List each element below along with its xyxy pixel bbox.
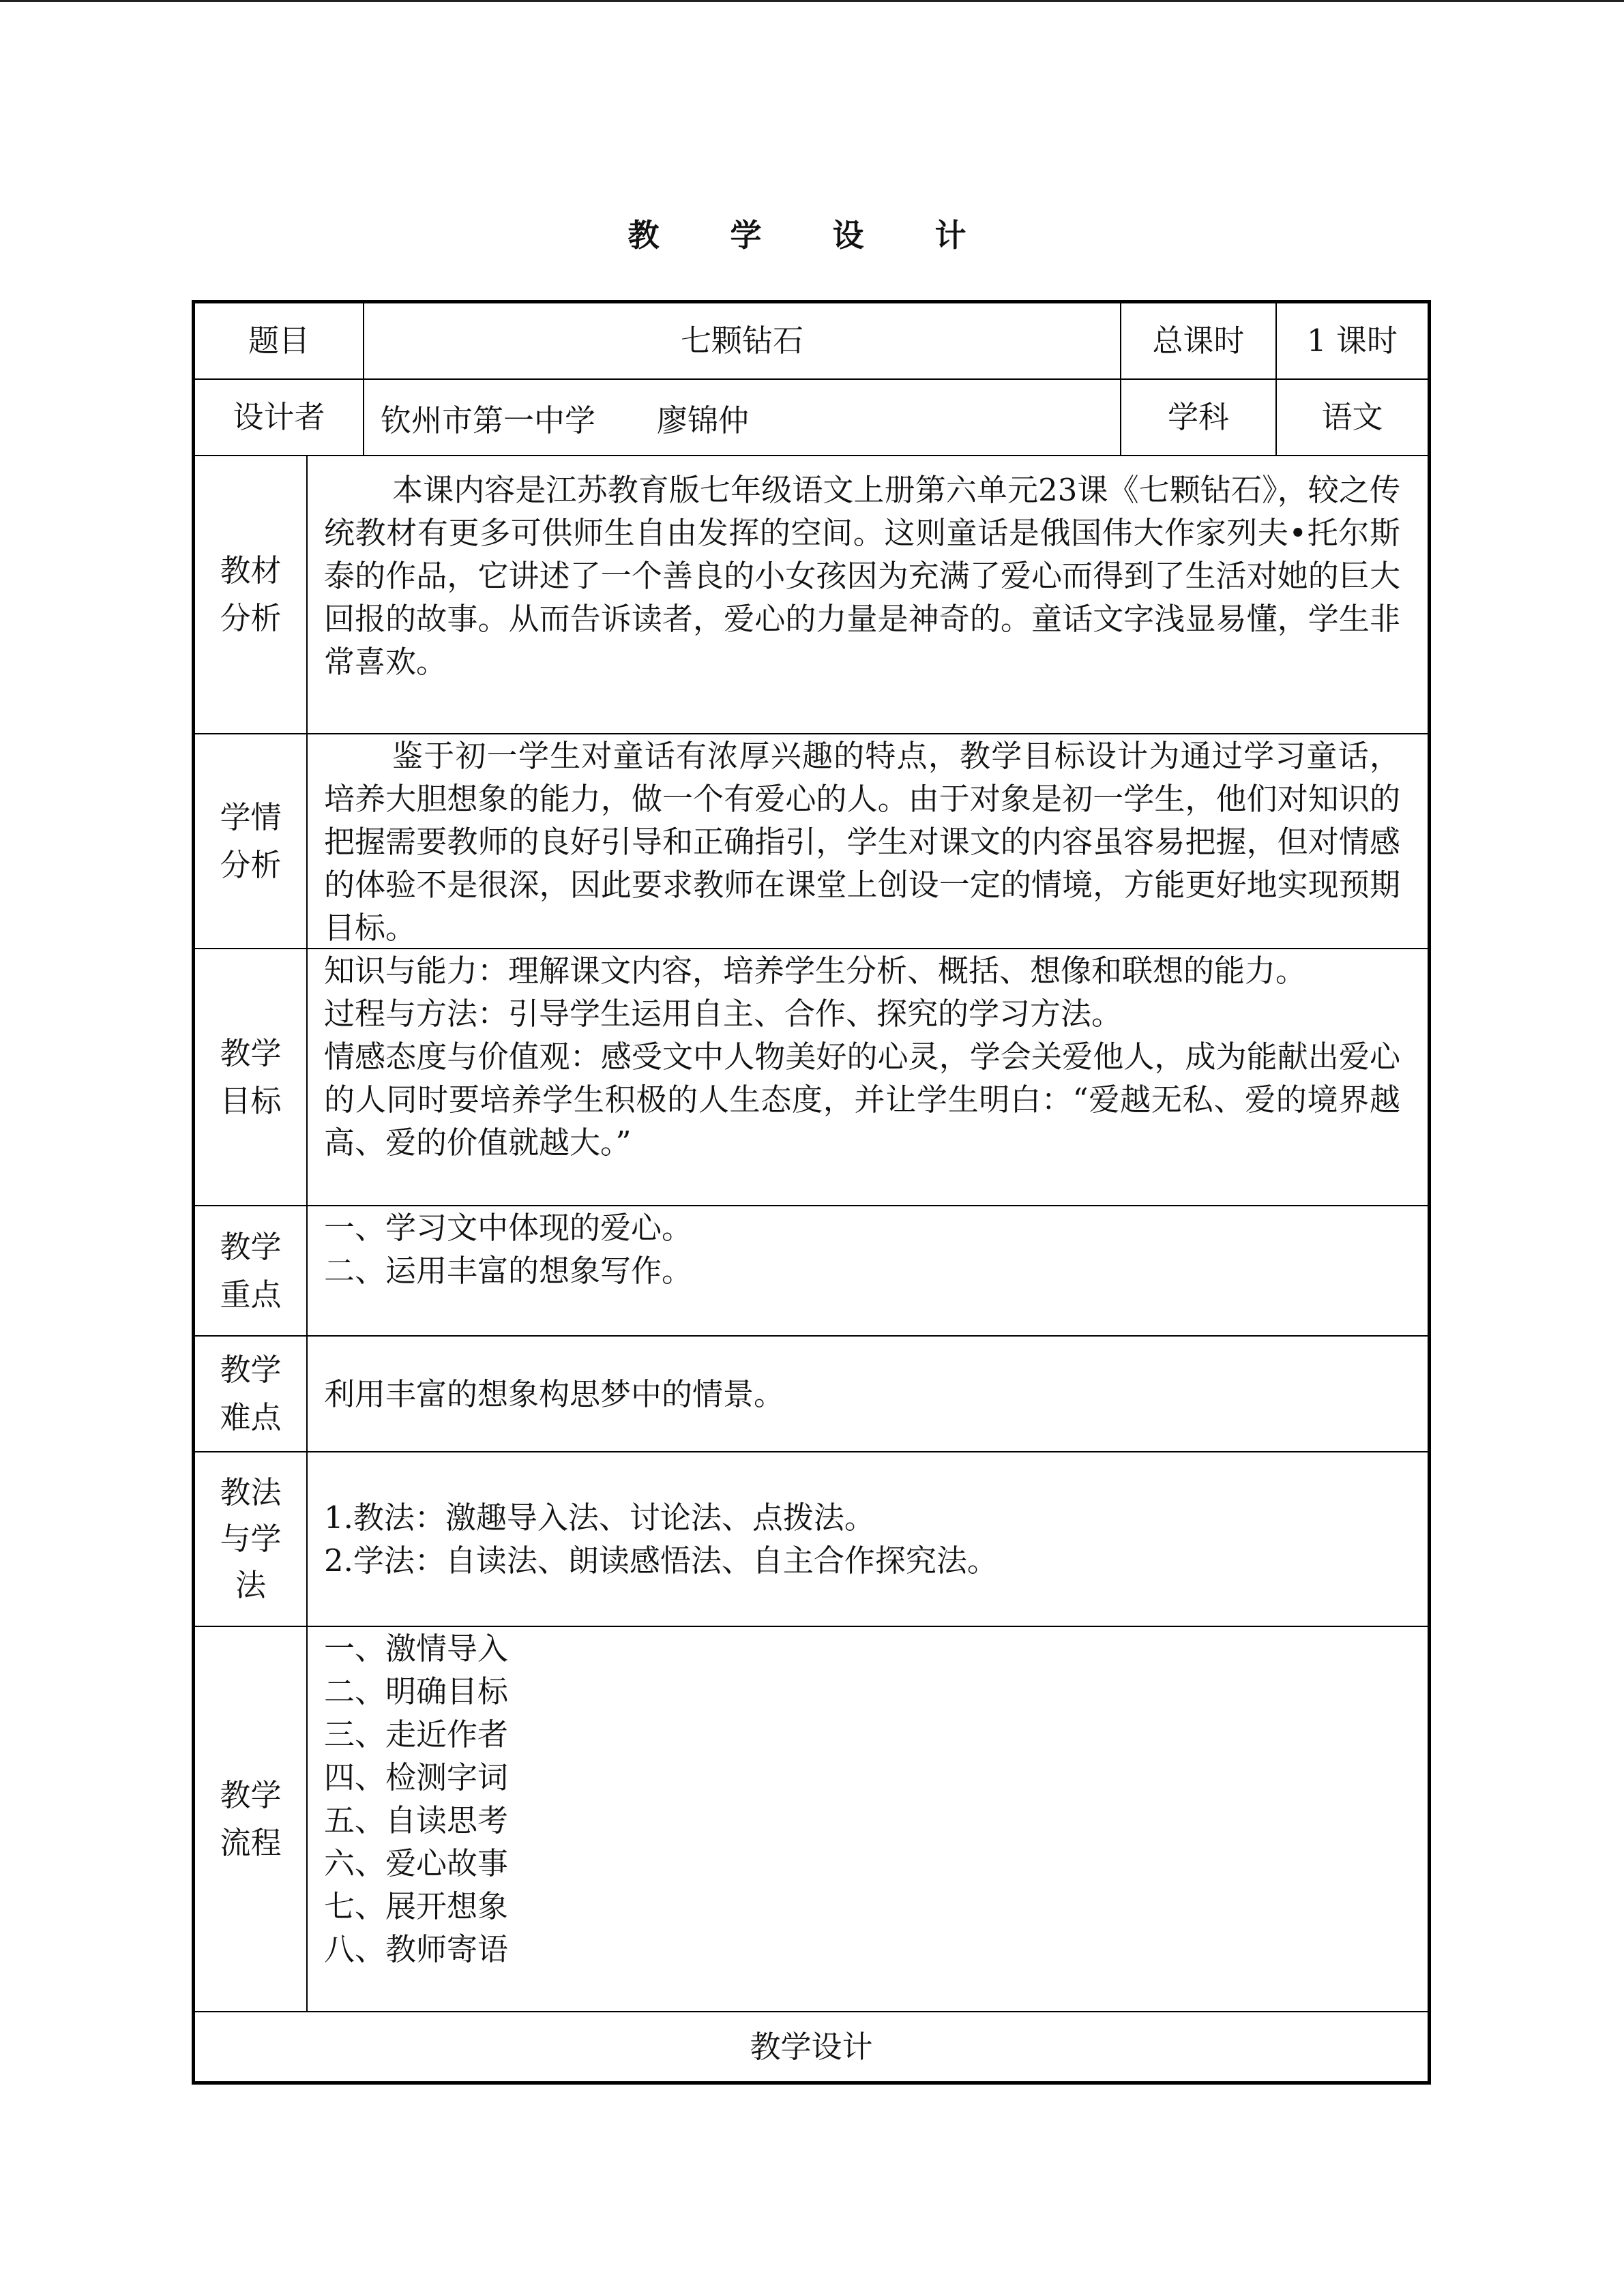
process-step: 一、激情导入 bbox=[324, 1630, 509, 1667]
process-steps bbox=[308, 1627, 1428, 2011]
process-step: 五、自读思考 bbox=[324, 1802, 509, 1838]
process-step: 七、展开想象 bbox=[324, 1888, 509, 1924]
method-item: 1.教法：激趣导入法、讨论法、点拨法。 bbox=[324, 1500, 875, 1536]
key-point-item: 一、学习文中体现的爱心。 bbox=[324, 1210, 693, 1246]
material-analysis-label: 教材 分析 bbox=[220, 552, 282, 636]
goal-process: 过程与方法：引导学生运用自主、合作、探究的学习方法。 bbox=[324, 996, 1123, 1032]
process-step: 三、走近作者 bbox=[324, 1716, 509, 1753]
footer-label: 教学设计 bbox=[750, 2028, 873, 2065]
page-title: 教 学 设 计 bbox=[628, 217, 996, 254]
key-points-text bbox=[308, 1206, 1428, 1335]
methods-label: 教法 与学 法 bbox=[220, 1474, 282, 1603]
subject-value: 语文 bbox=[1321, 399, 1383, 435]
key-points-label: 教学 重点 bbox=[220, 1228, 282, 1313]
key-point-item: 二、运用丰富的想象写作。 bbox=[324, 1253, 693, 1289]
lesson-plan-table bbox=[192, 300, 1431, 2085]
topic-value: 七颗钻石 bbox=[680, 323, 803, 359]
material-analysis-text: 本课内容是江苏教育版七年级语文上册第六单元23课《七颗钻石》，较之传统教材有更多可供师生自由发挥的空间。这则童话是俄国伟大作家列夫•托尔斯泰的作品，它讲述了一个善良的小女孩因为充满了爱心而得到了生活对她的巨大回报的故事。从而告诉读者，爱心的力量是神奇的。童话文字浅显易懂，学生非常喜欢。 bbox=[324, 472, 1400, 680]
process-label: 教学 流程 bbox=[220, 1776, 282, 1861]
student-analysis-text: 鉴于初一学生对童话有浓厚兴趣的特点，教学目标设计为通过学习童话，培养大胆想象的能力，做一个有爱心的人。由于对象是初一学生，他们对知识的把握需要教师的良好引导和正确指引，学生对课文的内容虽容易把握，但对情感的体验不是很深，因此要求教师在课堂上创设一定的情境，方能更好地实现预期目标。 bbox=[324, 738, 1400, 946]
designer-value: 钦州市第一中学 廖锦仲 bbox=[381, 402, 750, 438]
student-analysis-label: 学情 分析 bbox=[220, 799, 282, 883]
process-step: 二、明确目标 bbox=[324, 1673, 509, 1710]
difficulty-label: 教学 难点 bbox=[220, 1352, 282, 1435]
process-step: 八、教师寄语 bbox=[324, 1931, 509, 1967]
process-step: 四、检测字词 bbox=[324, 1759, 509, 1795]
goal-emotion: 情感态度与价值观：感受文中人物美好的心灵，学会关爱他人，成为能献出爱心的人同时要培养学生积极的人生态度，并让学生明白：“爱越无私、爱的境界越高、爱的价值就越大。” bbox=[324, 1039, 1400, 1161]
goal-knowledge: 知识与能力：理解课文内容，培养学生分析、概括、想像和联想的能力。 bbox=[324, 953, 1307, 989]
method-item: 2.学法：自读法、朗读感悟法、自主合作探究法。 bbox=[324, 1542, 998, 1579]
total-hours-value: 1 课时 bbox=[1307, 323, 1398, 359]
topic-label: 题目 bbox=[248, 323, 310, 359]
total-hours-label: 总课时 bbox=[1152, 323, 1245, 359]
difficulty-text: 利用丰富的想象构思梦中的情景。 bbox=[324, 1375, 785, 1412]
methods-text bbox=[308, 1452, 1428, 1626]
top-border-line bbox=[0, 0, 1624, 2]
subject-label: 学科 bbox=[1167, 399, 1229, 435]
teaching-goals-label: 教学 目标 bbox=[220, 1034, 282, 1119]
teaching-goals-text bbox=[308, 949, 1428, 1205]
process-step: 六、爱心故事 bbox=[324, 1845, 509, 1881]
designer-label: 设计者 bbox=[233, 399, 325, 435]
